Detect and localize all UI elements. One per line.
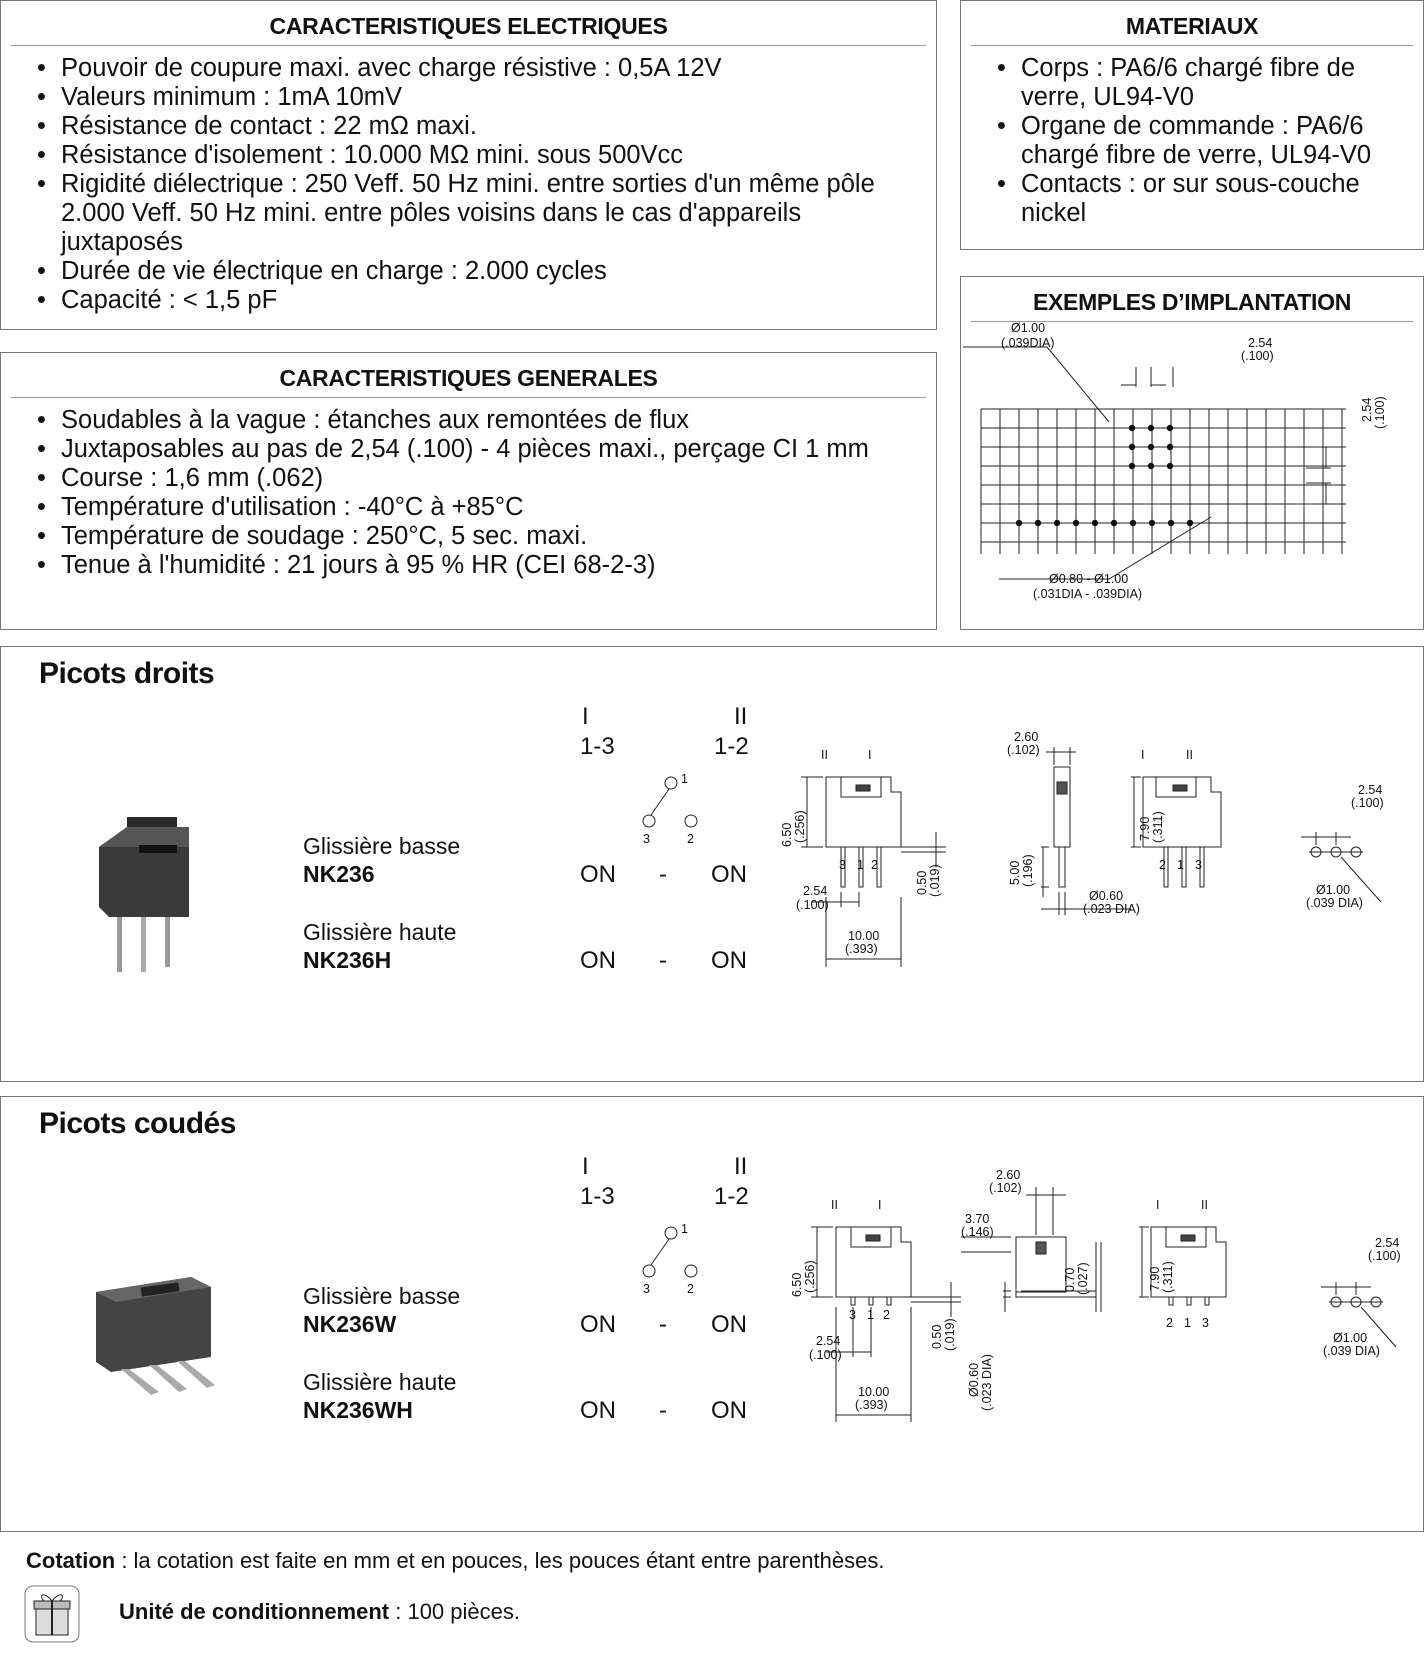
svg-text:1: 1 bbox=[1177, 858, 1184, 872]
state-2: ON bbox=[711, 1397, 747, 1424]
svg-text:5.00: 5.00 bbox=[1008, 860, 1022, 885]
svg-text:7.90: 7.90 bbox=[1148, 1266, 1162, 1291]
svg-text:3.70: 3.70 bbox=[965, 1212, 990, 1226]
list-item: • Organe de commande : PA6/6 chargé fibre de verre, UL94-V0 bbox=[997, 112, 1397, 170]
section-bent-box bbox=[0, 1096, 1424, 1532]
svg-text:(.256): (.256) bbox=[803, 1260, 817, 1293]
state-2: ON bbox=[711, 947, 747, 974]
svg-text:2.60: 2.60 bbox=[1014, 730, 1039, 744]
svg-text:2.54: 2.54 bbox=[803, 884, 828, 898]
list-item: • Contacts : or sur sous-couche nickel bbox=[997, 170, 1397, 228]
vpitch-label: 2.54 bbox=[1360, 397, 1374, 422]
svg-text:Ø1.00: Ø1.00 bbox=[1333, 1331, 1368, 1345]
position-1-label: I bbox=[582, 703, 589, 730]
svg-text:3: 3 bbox=[839, 858, 846, 872]
general-box bbox=[0, 352, 937, 630]
svg-text:2: 2 bbox=[883, 1308, 890, 1322]
dimension-drawing-bent bbox=[771, 1168, 1411, 1437]
model-ref: NK236 bbox=[303, 861, 375, 887]
svg-text:(.039 DIA): (.039 DIA) bbox=[1323, 1344, 1380, 1358]
dia1-label: Ø1.00 bbox=[1011, 321, 1046, 335]
packaging-note bbox=[119, 1599, 520, 1625]
model-label: Glissière haute bbox=[303, 1369, 457, 1395]
pitch-label: 2.54 bbox=[1248, 336, 1273, 350]
position-1-label: I bbox=[582, 1153, 589, 1180]
switch-photo-bent bbox=[81, 1257, 231, 1397]
svg-text:0.70: 0.70 bbox=[1063, 1267, 1077, 1292]
svg-text:2: 2 bbox=[871, 858, 878, 872]
svg-text:(.039 DIA): (.039 DIA) bbox=[1306, 896, 1363, 910]
svg-text:1: 1 bbox=[681, 772, 688, 786]
electrical-list bbox=[37, 54, 897, 315]
model-ref: NK236H bbox=[303, 947, 392, 973]
list-item: • Rigidité diélectrique : 250 Veff. 50 Hz mini. entre sorties d'un même pôle 2.000 Veff. 50 Hz mini. entre pôles voisins dans le cas d'appareils juxtaposés bbox=[37, 170, 897, 257]
switch-photo-straight bbox=[89, 817, 209, 977]
general-list bbox=[37, 406, 917, 580]
svg-text:I: I bbox=[1156, 1198, 1160, 1212]
model-ref: NK236W bbox=[303, 1311, 397, 1337]
pitch-inch: (.100) bbox=[1241, 349, 1274, 363]
svg-text:0.50: 0.50 bbox=[915, 870, 929, 895]
materials-list bbox=[997, 54, 1397, 228]
svg-text:I: I bbox=[868, 748, 872, 762]
svg-text:6.50: 6.50 bbox=[780, 822, 794, 847]
svg-text:(.100): (.100) bbox=[809, 1348, 842, 1362]
state-sep: - bbox=[659, 1397, 667, 1424]
model-ref: NK236WH bbox=[303, 1397, 413, 1423]
list-item: • Résistance d'isolement : 10.000 MΩ mini. sous 500Vcc bbox=[37, 141, 897, 170]
svg-text:(.256): (.256) bbox=[793, 810, 807, 843]
switch-schematic bbox=[631, 1221, 711, 1301]
switch-schematic bbox=[631, 771, 711, 851]
state-2: ON bbox=[711, 861, 747, 888]
svg-text:II: II bbox=[1201, 1198, 1208, 1212]
svg-text:2: 2 bbox=[687, 1282, 694, 1296]
svg-text:I: I bbox=[1141, 748, 1145, 762]
svg-text:(.100): (.100) bbox=[796, 898, 829, 912]
cotation-label: Cotation bbox=[26, 1548, 116, 1573]
list-item: • Tenue à l'humidité : 21 jours à 95 % HR (CEI 68-2-3) bbox=[37, 551, 917, 580]
state-1: ON bbox=[580, 947, 616, 974]
model-label: Glissière basse bbox=[303, 833, 461, 859]
state-1: ON bbox=[580, 861, 616, 888]
svg-text:0.50: 0.50 bbox=[930, 1324, 944, 1349]
implantation-box bbox=[960, 276, 1424, 630]
section-title: Picots coudés bbox=[39, 1107, 236, 1140]
svg-text:II: II bbox=[821, 748, 828, 762]
svg-text:7.90: 7.90 bbox=[1138, 816, 1152, 841]
svg-text:2.54: 2.54 bbox=[1375, 1236, 1400, 1250]
svg-text:(.311): (.311) bbox=[1151, 811, 1165, 843]
svg-text:1: 1 bbox=[867, 1308, 874, 1322]
svg-text:(.100): (.100) bbox=[1351, 796, 1384, 810]
position-2-pins: 1-2 bbox=[714, 733, 749, 760]
general-title: CARACTERISTIQUES GENERALES bbox=[11, 363, 926, 398]
svg-text:(.311): (.311) bbox=[1161, 1261, 1175, 1293]
state-2: ON bbox=[711, 1311, 747, 1338]
gift-box-icon bbox=[24, 1585, 80, 1643]
position-2-label: II bbox=[734, 703, 748, 730]
list-item: • Soudables à la vague : étanches aux remontées de flux bbox=[37, 406, 917, 435]
model-label: Glissière basse bbox=[303, 1283, 461, 1309]
electrical-box bbox=[0, 0, 937, 330]
svg-text:(.019): (.019) bbox=[943, 1318, 957, 1351]
list-item: • Résistance de contact : 22 mΩ maxi. bbox=[37, 112, 897, 141]
svg-text:(.102): (.102) bbox=[989, 1181, 1022, 1195]
svg-text:2: 2 bbox=[1159, 858, 1166, 872]
dia1-inch: (.039DIA) bbox=[1001, 336, 1055, 350]
svg-text:(.102): (.102) bbox=[1007, 743, 1040, 757]
list-item: • Juxtaposables au pas de 2,54 (.100) - 4 pièces maxi., perçage CI 1 mm bbox=[37, 435, 917, 464]
svg-text:2: 2 bbox=[687, 832, 694, 846]
list-item: • Capacité : < 1,5 pF bbox=[37, 286, 897, 315]
list-item: • Valeurs minimum : 1mA 10mV bbox=[37, 83, 897, 112]
state-1: ON bbox=[580, 1311, 616, 1338]
section-title: Picots droits bbox=[39, 657, 215, 690]
svg-text:3: 3 bbox=[1195, 858, 1202, 872]
svg-text:II: II bbox=[831, 1198, 838, 1212]
svg-text:2: 2 bbox=[1166, 1316, 1173, 1330]
svg-text:2.60: 2.60 bbox=[996, 1168, 1021, 1182]
svg-text:II: II bbox=[1186, 748, 1193, 762]
implantation-title: EXEMPLES D’IMPLANTATION bbox=[971, 287, 1413, 322]
svg-text:(.196): (.196) bbox=[1021, 854, 1035, 887]
materials-box bbox=[960, 0, 1424, 250]
section-straight-box bbox=[0, 646, 1424, 1082]
packaging-text: : 100 pièces. bbox=[389, 1599, 520, 1624]
svg-text:(.027): (.027) bbox=[1076, 1262, 1090, 1295]
list-item: • Corps : PA6/6 chargé fibre de verre, UL94-V0 bbox=[997, 54, 1397, 112]
svg-text:(.393): (.393) bbox=[845, 942, 878, 956]
svg-text:Ø0.60: Ø0.60 bbox=[1089, 889, 1124, 903]
svg-text:Ø0.60: Ø0.60 bbox=[967, 1362, 981, 1397]
list-item: • Pouvoir de coupure maxi. avec charge résistive : 0,5A 12V bbox=[37, 54, 897, 83]
svg-text:(.019): (.019) bbox=[928, 864, 942, 897]
svg-text:(.146): (.146) bbox=[961, 1225, 994, 1239]
svg-text:10.00: 10.00 bbox=[848, 929, 880, 943]
svg-text:(.100): (.100) bbox=[1368, 1249, 1401, 1263]
electrical-title: CARACTERISTIQUES ELECTRIQUES bbox=[11, 11, 926, 46]
svg-text:6.50: 6.50 bbox=[790, 1272, 804, 1297]
svg-text:3: 3 bbox=[643, 1282, 650, 1296]
svg-text:10.00: 10.00 bbox=[858, 1385, 890, 1399]
cotation-note bbox=[26, 1548, 884, 1574]
materials-title: MATERIAUX bbox=[971, 11, 1413, 46]
model-label: Glissière haute bbox=[303, 919, 457, 945]
state-1: ON bbox=[580, 1397, 616, 1424]
state-sep: - bbox=[659, 861, 667, 888]
implantation-grid-diagram bbox=[961, 277, 1425, 631]
svg-text:(.393): (.393) bbox=[855, 1398, 888, 1412]
position-2-label: II bbox=[734, 1153, 748, 1180]
list-item: • Température de soudage : 250°C, 5 sec. maxi. bbox=[37, 522, 917, 551]
svg-text:3: 3 bbox=[1202, 1316, 1209, 1330]
list-item: • Durée de vie électrique en charge : 2.000 cycles bbox=[37, 257, 897, 286]
svg-text:1: 1 bbox=[681, 1222, 688, 1236]
svg-text:I: I bbox=[878, 1198, 882, 1212]
svg-text:3: 3 bbox=[849, 1308, 856, 1322]
dimension-drawing-straight bbox=[771, 730, 1411, 987]
vpitch-inch: (.100) bbox=[1373, 396, 1387, 429]
svg-text:1: 1 bbox=[857, 858, 864, 872]
state-sep: - bbox=[659, 947, 667, 974]
list-item: • Course : 1,6 mm (.062) bbox=[37, 464, 917, 493]
position-1-pins: 1-3 bbox=[580, 733, 615, 760]
svg-text:2.54: 2.54 bbox=[816, 1334, 841, 1348]
svg-text:1: 1 bbox=[1184, 1316, 1191, 1330]
state-sep: - bbox=[659, 1311, 667, 1338]
dia2-inch: (.031DIA - .039DIA) bbox=[1033, 587, 1143, 601]
cotation-text: : la cotation est faite en mm et en pouces, les pouces étant entre parenthèses. bbox=[115, 1548, 885, 1573]
svg-text:2.54: 2.54 bbox=[1358, 783, 1383, 797]
position-1-pins: 1-3 bbox=[580, 1183, 615, 1210]
svg-text:3: 3 bbox=[643, 832, 650, 846]
svg-text:Ø1.00: Ø1.00 bbox=[1316, 883, 1351, 897]
position-2-pins: 1-2 bbox=[714, 1183, 749, 1210]
list-item: • Température d'utilisation : -40°C à +85°C bbox=[37, 493, 917, 522]
dia2-label: Ø0.80 - Ø1.00 bbox=[1049, 572, 1129, 586]
packaging-label: Unité de conditionnement bbox=[119, 1599, 390, 1624]
svg-text:(.023 DIA): (.023 DIA) bbox=[980, 1354, 994, 1411]
svg-text:(.023 DIA): (.023 DIA) bbox=[1083, 902, 1140, 916]
